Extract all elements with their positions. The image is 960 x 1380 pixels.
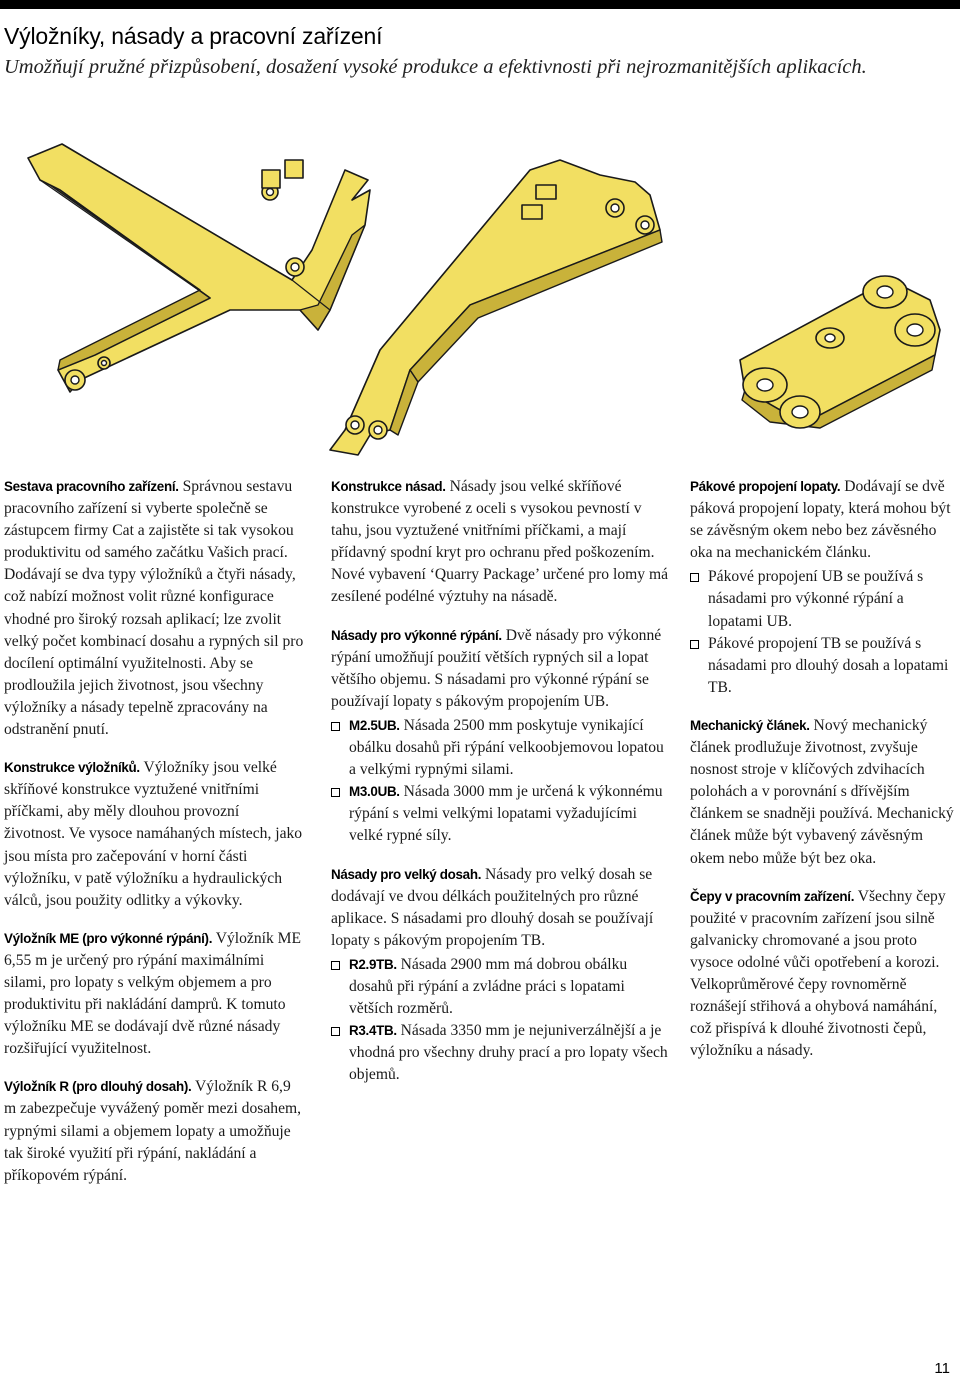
- list-item: [331, 1020, 671, 1086]
- paragraph-heading: Sestava pracovního zařízení.: [4, 479, 179, 494]
- paragraph-text: Všechny čepy použité v pracovním zařízení jsou silně galvanicky chromované a jsou proto vysoce odolné vůči opotřebení a korozi. Velkoprůměrové čepy rovnoměrně roznášejí střihová a ohybová namáhání, což přispívá k dlouhé životnosti čepů, výložníku a násady.: [690, 887, 946, 1060]
- paragraph-heading: Čepy v pracovním zařízení.: [690, 888, 855, 904]
- paragraph-text: Nový mechanický článek prodlužuje životnost, zvyšuje nosnost stroje v klíčových zdvihacích polohách a v porovnání s dřívějším článkem se snadněji používá. Mechanický článek může být vybavený závěsným okem nebo může být bez oka.: [690, 716, 954, 867]
- list-item: Pákové propojení UB se používá s násadami pro výkonné rýpání a lopatami UB.: [690, 566, 960, 632]
- top-rule: [0, 0, 960, 9]
- list-item-heading: R2.9TB.: [349, 956, 397, 972]
- paragraph-heading: Výložník R (pro dlouhý dosah).: [4, 1079, 192, 1095]
- paragraph-mass-sticks: [331, 625, 671, 713]
- paragraph-boom-me: [4, 928, 304, 1061]
- paragraph-reach-sticks: [331, 864, 671, 952]
- paragraph-text: Výložník ME 6,55 m je určený pro rýpání maximálními silami, pro lopaty s velkým objemem a pro produktivitu při nakládání damprů. K tomuto výložníku ME se dodávají dvě různé násady rozšiřující využitelnost.: [4, 929, 302, 1058]
- paragraph-boom-construction: [4, 757, 304, 912]
- paragraph-text: Dvě násady pro výkonné rýpání umožňují použití větších rypných sil a lopat většího objemu. S násadami pro výkonné rýpání se používají lopaty s pákovým propojením UB.: [331, 626, 662, 710]
- linkage-list: [690, 566, 960, 699]
- paragraph-text: Výložníky jsou velké skříňové konstrukce vyztužené vnitřními příčkami, aby měly dlouhou provozní životnost. Ve vysoce namáhaných místech, jako jsou místa pro začepování v horní části výložníku, v patě výložníku a hydraulických válců, jsou použity odlitky a výkovky.: [4, 759, 303, 909]
- list-item: [331, 781, 671, 847]
- list-item-text: Násada 3350 mm je nejuniverzálnější a je vhodná pro všechny druhy prací a pro lopaty všech objemů.: [349, 1022, 668, 1084]
- list-item-text: Násada 2500 mm poskytuje vynikající obálku dosahů při rýpání velkoobjemovou lopatou a velkými rypnými silami.: [349, 716, 664, 779]
- paragraph-heading: Mechanický článek.: [690, 717, 810, 733]
- boom-illustration: [28, 144, 370, 392]
- paragraph-pins: [690, 886, 960, 1063]
- page-title: Výložníky, násady a pracovní zařízení: [4, 23, 383, 49]
- paragraph-text: Správnou sestavu pracovního zařízení si vyberte společně se zástupcem firmy Cat a zajistěte si tak vysokou produktivitu od samého začátku Vašich prací. Dodávají se dva typy výložníků a čtyři násady, což nabízí možnost volit různé konfigurace vhodné pro široký rozsah aplikací; lze zvolit velký počet kombinací dosahu a rypných sil pro docílení optimální využitelnosti. Aby se prodloužila jejich životnost, jsou všechny výložníky a násady tepelně zpracovány na odstranění pnutí.: [4, 478, 304, 739]
- mass-stick-list: [331, 715, 671, 848]
- list-item: [331, 715, 671, 781]
- paragraph-equipment-setup: [4, 476, 304, 741]
- paragraph-stick-construction: [331, 476, 671, 609]
- column-1: [4, 476, 304, 1203]
- stick-illustration: [330, 160, 662, 455]
- paragraph-heading: Konstrukce násad.: [331, 479, 446, 494]
- list-item: Pákové propojení TB se používá s násadami pro dlouhý dosah a lopatami TB.: [690, 633, 960, 699]
- list-item-text: Násada 2900 mm má dobrou obálku dosahů při rýpání a zvládne práci s lopatami větších rozměrů.: [349, 955, 628, 1018]
- paragraph-heading: Výložník ME (pro výkonné rýpání).: [4, 930, 213, 946]
- paragraph-text: Násady jsou velké skříňové konstrukce vyrobené z oceli s vysokou pevností v tahu, jsou vyztužené vnitřními příčkami, a mají přídavný spodní kryt pro ochranu před poškozením. Nové vybavení ‘Quarry Package’ určené pro lomy má zesílené podélné výztuhy na násadě.: [331, 478, 669, 606]
- paragraph-text: Násady pro velký dosah se dodávají ve dvou délkách použitelných pro různé aplikace. S násadami pro dlouhý dosah se používají lopaty s pákovým propojením TB.: [331, 865, 654, 949]
- paragraph-heading: Konstrukce výložníků.: [4, 760, 140, 776]
- linkage-illustration: [740, 276, 940, 428]
- paragraph-bucket-linkage: [690, 476, 960, 564]
- paragraph-power-link: [690, 715, 960, 870]
- reach-stick-list: [331, 954, 671, 1087]
- list-item-heading: R3.4TB.: [349, 1023, 397, 1039]
- equipment-illustration: [0, 130, 960, 460]
- paragraph-heading: Pákové propojení lopaty.: [690, 479, 841, 494]
- paragraph-heading: Násady pro velký dosah.: [331, 866, 482, 882]
- list-item-heading: M3.0UB.: [349, 784, 400, 800]
- paragraph-text: Dodávají se dvě páková propojení lopaty, která mohou být se závěsným okem nebo bez závěsného oka na mechanickém článku.: [690, 478, 951, 562]
- paragraph-boom-r: [4, 1076, 304, 1186]
- paragraph-text: Výložník R 6,9 m zabezpečuje vyvážený poměr mezi dosahem, rypnými silami a objemem lopaty a umožňuje tak široké využití při rýpání, nakládání a příkopovém rýpání.: [4, 1078, 302, 1184]
- column-2: [331, 476, 671, 1102]
- page-subtitle: Umožňují pružné přizpůsobení, dosažení vysoké produkce a efektivnosti při nejrozmanitějších aplikacích.: [4, 56, 867, 78]
- list-item-text: Násada 3000 mm je určená k výkonnému rýpání s velmi velkými lopatami vyžadujícími velké rypné síly.: [349, 783, 663, 845]
- list-item: [331, 954, 671, 1020]
- page-number: 11: [934, 1360, 950, 1377]
- list-item-heading: M2.5UB.: [349, 717, 400, 733]
- paragraph-heading: Násady pro výkonné rýpání.: [331, 627, 502, 643]
- column-3: [690, 476, 960, 1078]
